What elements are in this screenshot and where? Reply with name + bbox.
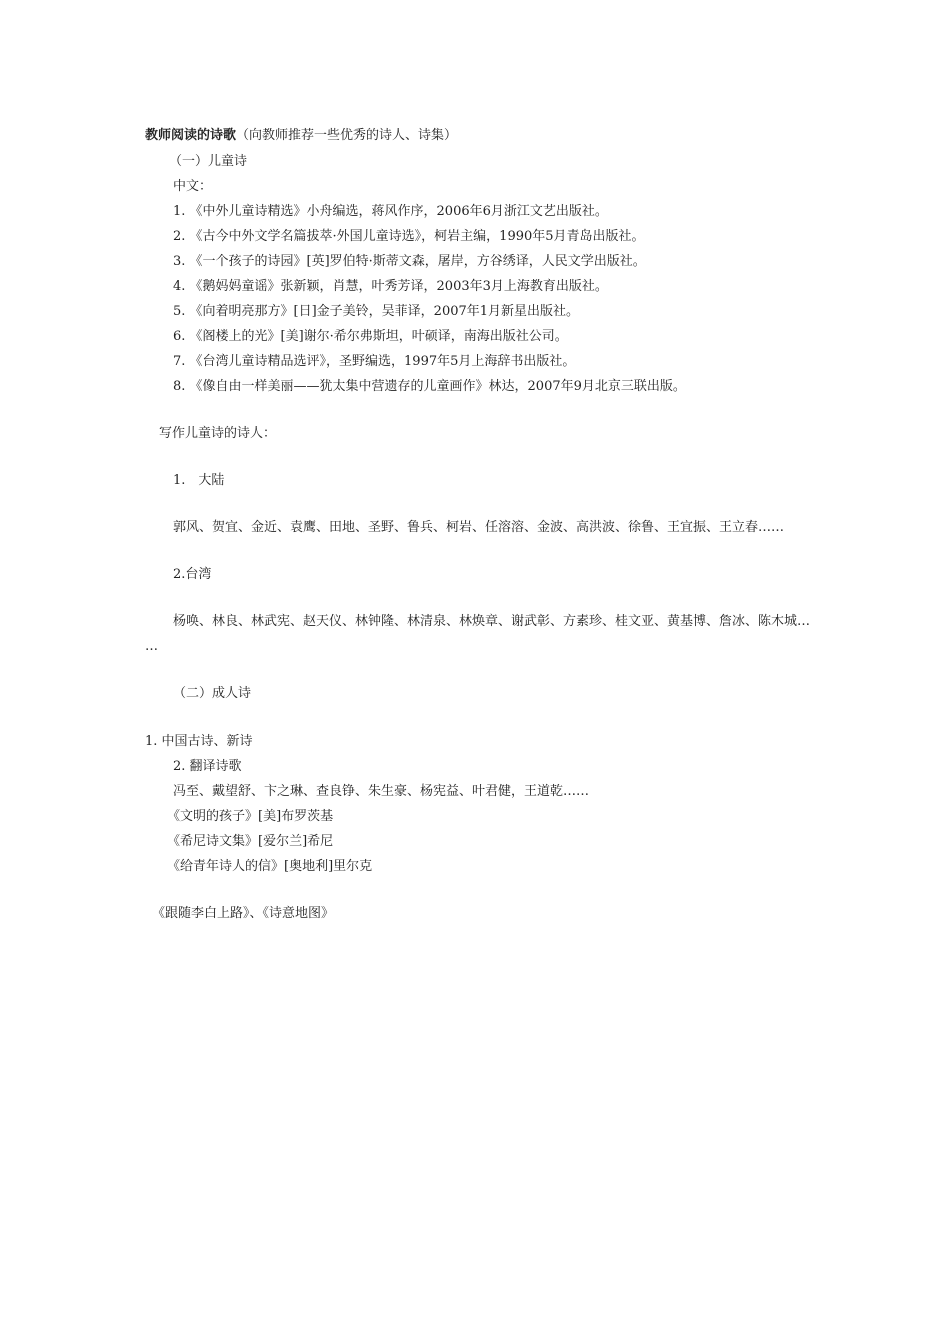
section-heading-adult-poetry: （二）成人诗: [173, 686, 252, 701]
list-item: 3. 《一个孩子的诗园》[英]罗伯特·斯蒂文森，屠岸，方谷绣译，人民文学出版社。: [173, 254, 646, 269]
list-item: 6. 《阁楼上的光》[美]谢尔·希尔弗斯坦，叶硕译，南海出版社公司。: [173, 329, 568, 344]
list-item: 1. 《中外儿童诗精选》小舟编选，蒋风作序，2006年6月浙江文艺出版社。: [173, 204, 608, 219]
document-title-bold: 教师阅读的诗歌: [145, 128, 237, 143]
adult-item-translated-poetry: 2. 翻译诗歌: [173, 759, 242, 774]
taiwan-poets-line2: …: [145, 639, 158, 654]
chinese-label: 中文：: [173, 179, 213, 194]
adult-item-chinese-poetry: 1. 中国古诗、新诗: [145, 734, 253, 749]
list-item: 7. 《台湾儿童诗精品选评》，圣野编选，1997年5月上海辞书出版社。: [173, 354, 576, 369]
document-title-subtitle: （向教师推荐一些优秀的诗人、诗集）: [236, 128, 458, 143]
list-item: 8. 《像自由一样美丽——犹太集中营遗存的儿童画作》林达，2007年9月北京三联出版。: [173, 379, 686, 394]
taiwan-poets-line1: 杨唤、林良、林武宪、赵天仪、林钟隆、林清泉、林焕章、谢武彰、方素珍、桂文亚、黄基博、詹冰、陈木城…: [173, 614, 811, 629]
mainland-poets: 郭风、贺宜、金近、袁鹰、田地、圣野、鲁兵、柯岩、任溶溶、金波、高洪波、徐鲁、王宜振、王立春……: [173, 520, 785, 535]
document-title: [145, 128, 457, 144]
footer-books: 《跟随李白上路》、《诗意地图》: [152, 906, 335, 921]
mainland-label: 1. 大陆: [173, 473, 225, 488]
list-item: 《文明的孩子》[美]布罗茨基: [167, 809, 334, 824]
taiwan-label: 2.台湾: [173, 567, 212, 582]
list-item: 5. 《向着明亮那方》[日]金子美铃，吴菲译，2007年1月新星出版社。: [173, 304, 580, 319]
list-item: 4. 《鹅妈妈童谣》张新颖，肖慧，叶秀芳译，2003年3月上海教育出版社。: [173, 279, 608, 294]
translators-list: 冯至、戴望舒、卞之琳、查良铮、朱生豪、杨宪益、叶君健，王道乾……: [173, 784, 590, 799]
list-item: 2. 《古今中外文学名篇拔萃·外国儿童诗选》，柯岩主编，1990年5月青岛出版社。: [173, 229, 645, 244]
poets-heading: 写作儿童诗的诗人：: [159, 426, 277, 441]
list-item: 《希尼诗文集》[爱尔兰]希尼: [167, 834, 334, 849]
list-item: 《给青年诗人的信》[奥地利]里尔克: [167, 859, 373, 874]
section-heading-children-poetry: （一）儿童诗: [169, 154, 248, 169]
